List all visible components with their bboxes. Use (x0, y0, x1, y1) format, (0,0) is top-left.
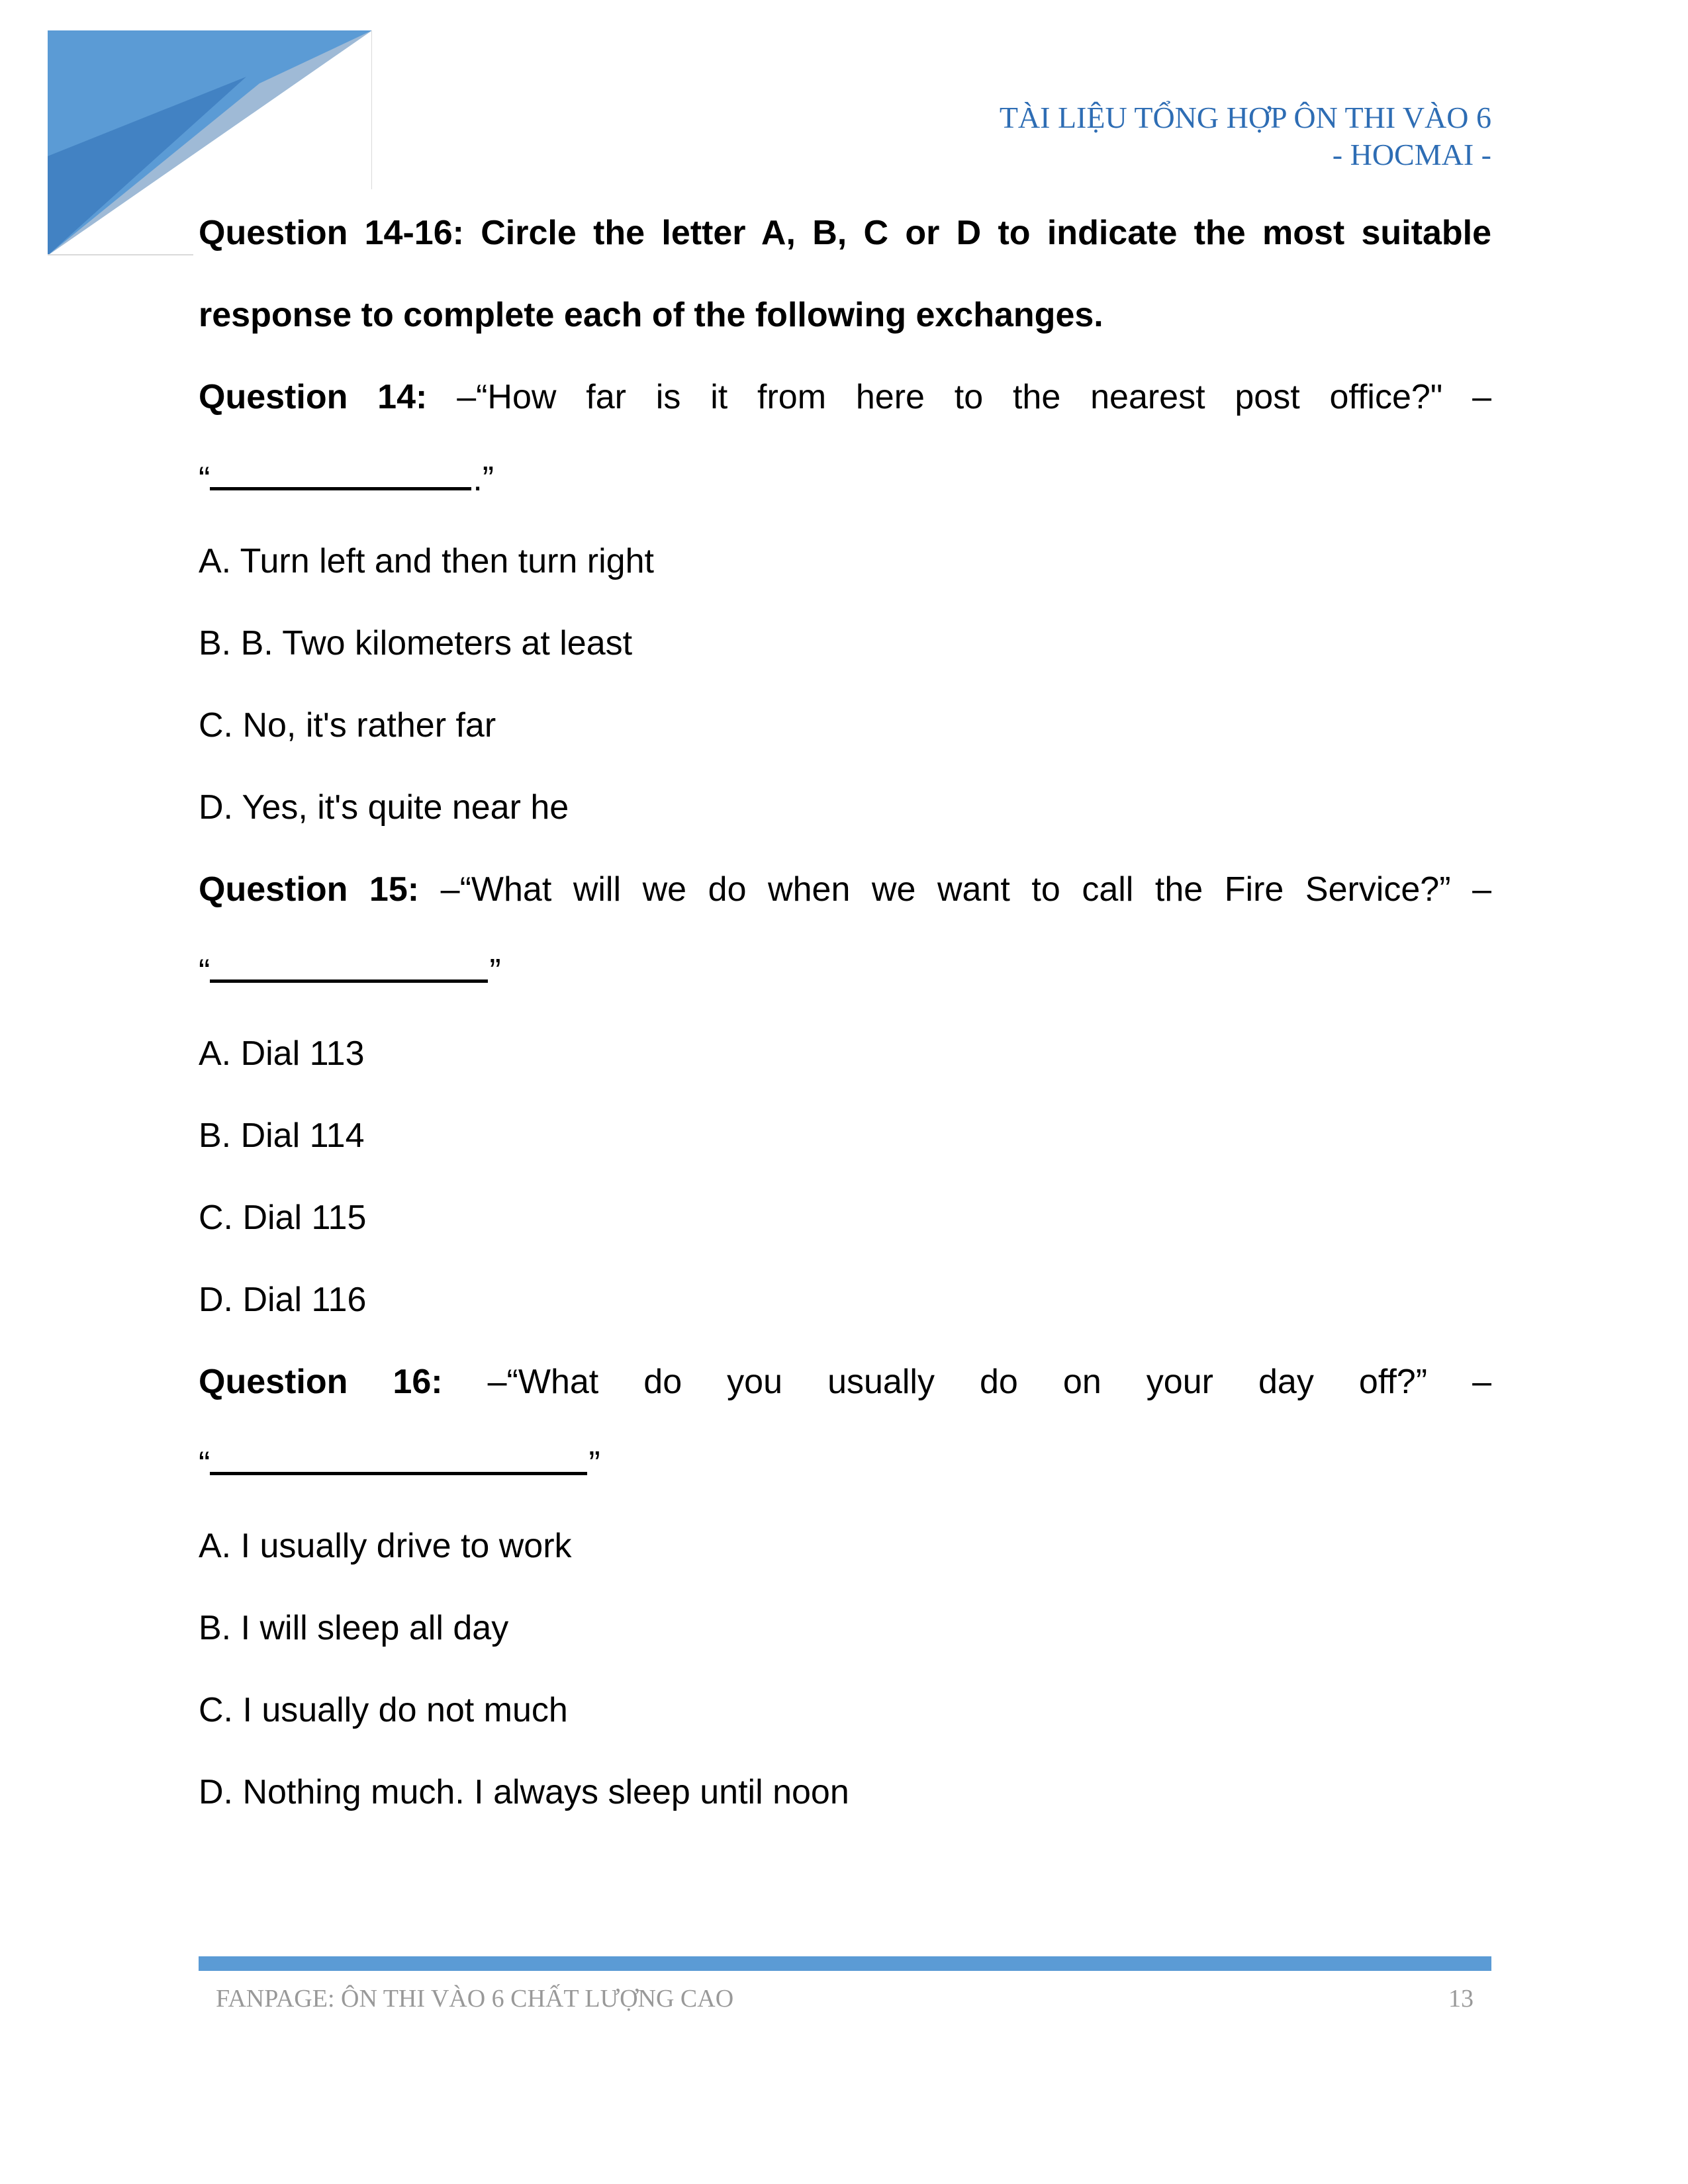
question-16-answer-blank: “ ” (199, 1445, 600, 1483)
question-label: Question 14: (199, 378, 428, 416)
option-c: C. Dial 115 (199, 1199, 367, 1237)
option-b: B. I will sleep all day (199, 1609, 509, 1647)
header-subtitle: - HOCMAI - (1332, 138, 1491, 171)
question-label: Question 15: (199, 870, 420, 909)
question-14-prompt (199, 356, 1491, 438)
question-content (199, 192, 1491, 1833)
footer-divider (199, 1956, 1491, 1971)
question-text: –“How far is it from here to the nearest post office?" – (457, 378, 1491, 416)
option-a: A. Dial 113 (199, 1034, 365, 1073)
document-header (1000, 99, 1491, 173)
question-label: Question 16: (199, 1363, 443, 1401)
answer-blank (210, 466, 471, 490)
page-footer (216, 1984, 1474, 2013)
option-d: D. Yes, it's quite near he (199, 788, 569, 827)
answer-blank (210, 1451, 587, 1475)
option-c: C. No, it's rather far (199, 706, 496, 745)
question-text: –“What will we do when we want to call the Fire Service?” – (440, 870, 1492, 909)
option-b: B. Dial 114 (199, 1116, 365, 1155)
option-d: D. Dial 116 (199, 1281, 367, 1319)
question-14-answer-blank: “ .” (199, 460, 494, 498)
question-15-prompt (199, 848, 1491, 931)
option-c: C. I usually do not much (199, 1691, 568, 1729)
question-text: –“What do you usually do on your day off?” – (487, 1363, 1491, 1401)
instruction-line-2: response to complete each of the following exchanges. (199, 296, 1103, 334)
answer-blank (210, 958, 488, 983)
question-15-answer-blank: “ ” (199, 952, 501, 991)
option-b: B. B. Two kilometers at least (199, 624, 633, 662)
footer-fanpage: FANPAGE: ÔN THI VÀO 6 CHẤT LƯỢNG CAO (216, 1985, 734, 2013)
instruction-line-1: Question 14-16: Circle the letter A, B, C or D to indicate the most suitable (199, 214, 1491, 252)
header-title: TÀI LIỆU TỔNG HỢP ÔN THI VÀO 6 (999, 101, 1491, 134)
page-number: 13 (1448, 1985, 1474, 2013)
option-d: D. Nothing much. I always sleep until noon (199, 1773, 849, 1811)
option-a: A. I usually drive to work (199, 1527, 572, 1565)
option-a: A. Turn left and then turn right (199, 542, 654, 580)
question-16-prompt (199, 1341, 1491, 1423)
